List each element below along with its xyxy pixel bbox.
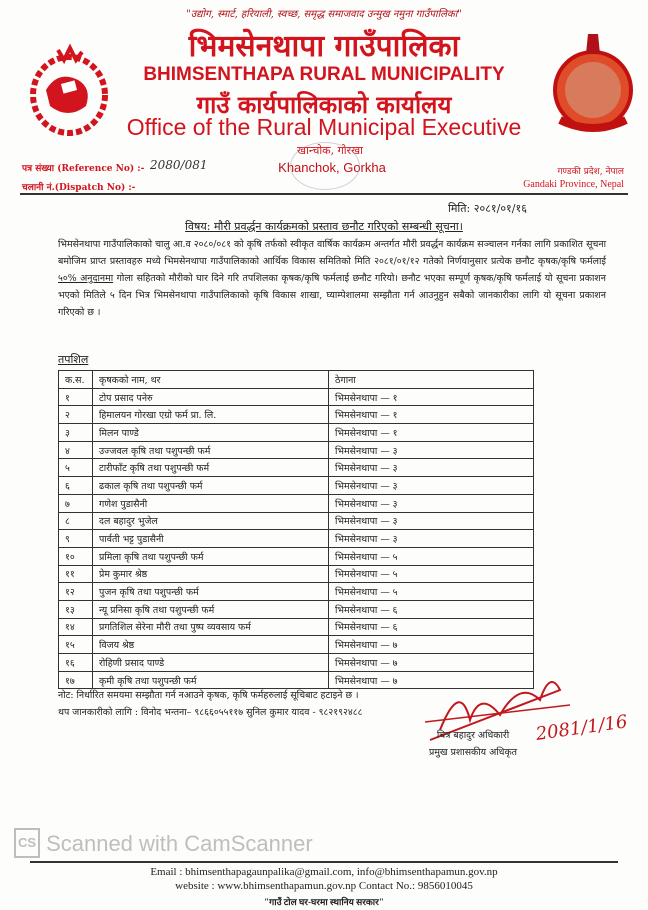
address: भिमसेनथापा — १ — [329, 406, 534, 424]
farmer-name: पुजन कृषि तथा पशुपन्छी फर्म — [93, 583, 329, 601]
address: भिमसेनथापा — १ — [329, 388, 534, 406]
dispatch-label: चलानी नं.(Dispatch No) :- — [22, 183, 136, 193]
reference-value: 2080/081 — [150, 158, 208, 172]
letter-body — [58, 236, 606, 321]
farmer-name: गणेश पुडासैनी — [93, 494, 329, 512]
farmer-name: कृमी कृषि तथा पशुपन्छी फर्म — [93, 671, 329, 689]
table-row — [59, 406, 534, 424]
farmer-name: विजय श्रेष्ठ — [93, 636, 329, 654]
farmer-name: प्रमिला कृषि तथा पशुपन्छी फर्म — [93, 547, 329, 565]
farmer-name: उज्जवल कृषि तथा पशुपन्छी फर्म — [93, 441, 329, 459]
table-row — [59, 583, 534, 601]
table-row — [59, 424, 534, 442]
farmer-name: प्रेम कुमार श्रेष्ठ — [93, 565, 329, 583]
serial-number: ७ — [59, 494, 93, 512]
footer-email: Email : bhimsenthapagaunpalika@gmail.com, info@bhimsenthapamun.gov.np — [150, 866, 498, 878]
farmer-name: मिलन पाण्डे — [93, 424, 329, 442]
serial-number: ११ — [59, 565, 93, 583]
camscanner-watermark — [14, 828, 313, 858]
slogan: "उद्योग, स्मार्ट, हरियाली, स्वच्छ, समृद्ध समाजवाद उन्मुख नमुना गाउँपालिका" — [186, 9, 462, 20]
farmer-name: न्यू प्रनिसा कृषि तथा पशुपन्छी फर्म — [93, 600, 329, 618]
address: भिमसेनथापा — ७ — [329, 636, 534, 654]
table-row — [59, 618, 534, 636]
serial-number: १४ — [59, 618, 93, 636]
table-row — [59, 530, 534, 548]
camscanner-logo-icon: CS — [14, 828, 40, 858]
serial-number: १६ — [59, 654, 93, 672]
location-np: खान्चोक, गोरखा — [296, 144, 363, 157]
serial-number: १७ — [59, 671, 93, 689]
serial-number: १५ — [59, 636, 93, 654]
signatory-name: चित्र बहादुर अधिकारी — [436, 730, 510, 741]
contact-info: थप जानकारीको लागि : विनोद भन्तना– ९८६६०५५११७ सुनिल कुमार यादव - ९८२१९२४८८ — [58, 707, 363, 718]
footer-slogan: "गाउँ टोल घर-घरमा स्थानिय सरकार" — [264, 897, 384, 907]
table-row — [59, 441, 534, 459]
farmer-name: हिमालयन गोरखा एग्रो फर्म प्रा. लि. — [93, 406, 329, 424]
location-en: Khanchok, Gorkha — [278, 160, 386, 175]
footer-divider — [30, 861, 618, 863]
note: नोट: निर्धारित समयमा सम्झौता गर्न नआउने कृषक, कृषि फर्महरुलाई सूचिबाट हटाइने छ । — [58, 690, 359, 701]
farmer-name: टोप प्रसाद पनेरु — [93, 388, 329, 406]
subsidy-highlight: ५०% अनुदानमा — [58, 273, 114, 284]
address: भिमसेनथापा — ५ — [329, 565, 534, 583]
address: भिमसेनथापा — १ — [329, 424, 534, 442]
serial-number: १० — [59, 547, 93, 565]
address: भिमसेनथापा — ३ — [329, 512, 534, 530]
body-text: भिमसेनथापा गाउँपालिकाको चालु आ.व २०८०/०८१ को कृषि तर्फको स्वीकृत वार्षिक कार्यक्रम अन्तर्गत मौरी प्रवर्द्धन कार्यक्रम सञ्चालन गर्नका लागि प्रकाशित सूचना बमोजिम प्राप्त प्रस्तावहरु मध्ये भिमसेनथापा गाउँपालिकाको आर्थिक विकास समितिको मिति २०८१/०१/१२ गतेको निर्णयानुसार प्रत्येक छनौट कृषक/कृषि फर्मलाई — [58, 239, 606, 267]
address: भिमसेनथापा — ७ — [329, 671, 534, 689]
serial-number: ८ — [59, 512, 93, 530]
column-header: ठेगाना — [329, 371, 534, 389]
table-row — [59, 600, 534, 618]
letter-subject: विषय: मौरी प्रवर्द्धन कार्यक्रमको प्रस्ताव छनौट गरिएको सम्बन्धी सूचना। — [185, 220, 463, 233]
office-name-en: Office of the Rural Municipal Executive — [126, 114, 522, 140]
farmer-name: दल बहादुर भुजेल — [93, 512, 329, 530]
serial-number: २ — [59, 406, 93, 424]
watermark-text: Scanned with CamScanner — [46, 831, 313, 856]
address: भिमसेनथापा — ३ — [329, 459, 534, 477]
address: भिमसेनथापा — ३ — [329, 441, 534, 459]
serial-number: ३ — [59, 424, 93, 442]
farmer-name: ढकाल कृषि तथा पशुपन्छी फर्म — [93, 477, 329, 495]
footer-website: website : www.bhimsenthapamun.gov.np Contact No.: 9856010045 — [175, 880, 473, 892]
serial-number: १२ — [59, 583, 93, 601]
table-row — [59, 512, 534, 530]
address: भिमसेनथापा — ७ — [329, 654, 534, 672]
serial-number: १३ — [59, 600, 93, 618]
office-stamp — [290, 142, 360, 190]
farmer-name: प्रगतिशिल सेरेना मौरी तथा पुष्प व्यवसाय फर्म — [93, 618, 329, 636]
farmer-name: टारीफाँट कृषि तथा पशुपन्छी फर्म — [93, 459, 329, 477]
signatory-title: प्रमुख प्रशासकीय अधिकृत — [428, 747, 517, 758]
selected-farmers-table — [58, 370, 534, 689]
farmer-name: पार्वती भट्ट पुडासैनी — [93, 530, 329, 548]
address: भिमसेनथापा — ३ — [329, 530, 534, 548]
table-row — [59, 477, 534, 495]
table-row — [59, 459, 534, 477]
province-np: गण्डकी प्रदेश, नेपाल — [557, 167, 624, 177]
office-name-np: गाउँ कार्यपालिकाको कार्यालय — [196, 91, 452, 119]
letter-date: मिति: २०८१/०१/१६ — [448, 202, 527, 215]
table-row — [59, 636, 534, 654]
table-row — [59, 388, 534, 406]
body-text: गोला सहितको मौरीको घार दिने गरि तपशिलका कृषक/कृषि फर्मलाई छनौट गरियो। छनौट भएका सम्पूर्ण कृषक/कृषि फर्मलाई यो सूचना प्रकाशन भएको मितिले ५ दिन भित्र भिमसेनथापा गाउँपालिकाको कृषि विकास शाखा, घ्याम्पेशालमा सम्झौता गर्न आउनुहुन सबैको जानकारीका लागि यो सूचना प्रकाशन गरिएको छ । — [58, 273, 606, 318]
serial-number: ४ — [59, 441, 93, 459]
municipality-name-np: भिमसेनथापा गाउँपालिका — [188, 29, 460, 64]
address: भिमसेनथापा — ६ — [329, 618, 534, 636]
province-en: Gandaki Province, Nepal — [523, 179, 624, 190]
serial-number: ९ — [59, 530, 93, 548]
signatory — [418, 728, 528, 758]
serial-number: ५ — [59, 459, 93, 477]
address: भिमसेनथापा — ५ — [329, 583, 534, 601]
address: भिमसेनथापा — ३ — [329, 494, 534, 512]
table-row — [59, 494, 534, 512]
farmer-name: रोहिणी प्रसाद पाण्डे — [93, 654, 329, 672]
header-divider — [20, 193, 628, 195]
serial-number: १ — [59, 388, 93, 406]
address: भिमसेनथापा — ६ — [329, 600, 534, 618]
serial-number: ६ — [59, 477, 93, 495]
signature-date: 2081/1/16 — [534, 711, 629, 745]
table-row — [59, 547, 534, 565]
column-header: क.स. — [59, 371, 93, 389]
municipality-name-en: BHIMSENTHAPA RURAL MUNICIPALITY — [143, 64, 505, 85]
reference-label: पत्र संख्या (Reference No) :- — [22, 164, 145, 174]
table-title: तपशिल — [58, 353, 89, 366]
table-row — [59, 565, 534, 583]
table-header-row — [59, 371, 534, 389]
column-header: कृषकको नाम, थर — [93, 371, 329, 389]
address: भिमसेनथापा — ५ — [329, 547, 534, 565]
address: भिमसेनथापा — ३ — [329, 477, 534, 495]
